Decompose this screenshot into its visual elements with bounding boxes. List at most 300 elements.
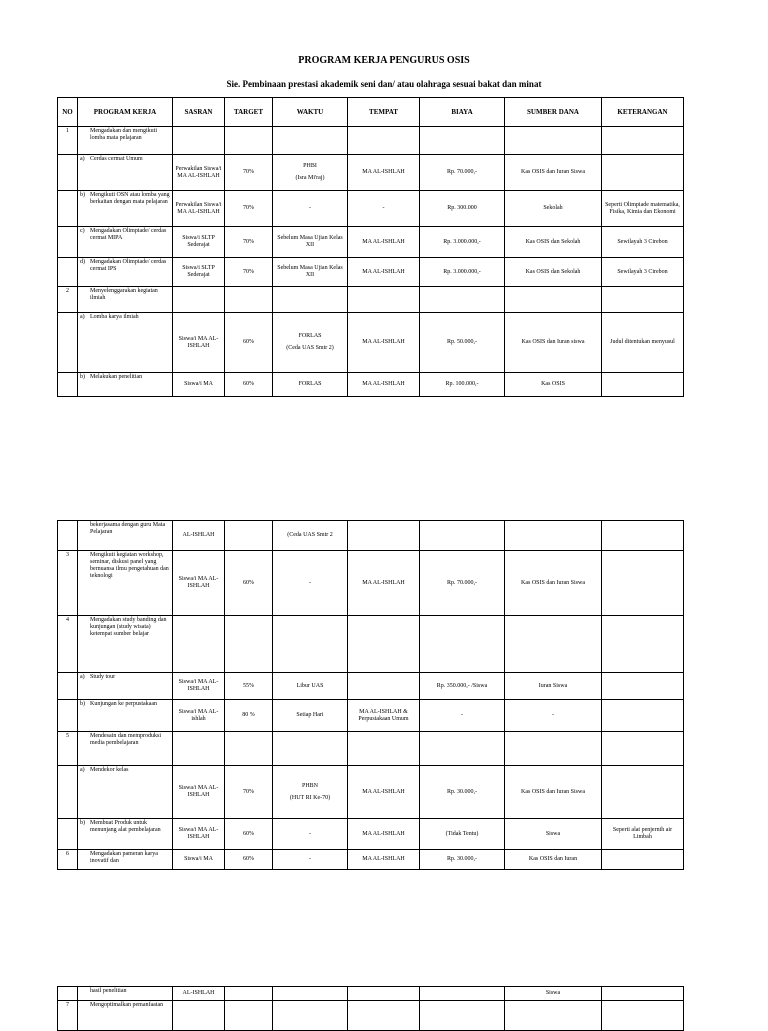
cost-cell: [420, 551, 505, 616]
notes-cell: [602, 258, 684, 287]
program-cell: [78, 551, 173, 616]
fund-source-cell: [505, 1001, 602, 1031]
item-marker: b): [80, 374, 85, 380]
cell-line: MA AL-ISHLAH: [362, 788, 405, 795]
program-entry: [80, 259, 170, 273]
program-entry: [80, 767, 170, 774]
program-entry: [80, 820, 170, 834]
program-text: Study tour: [90, 674, 116, 680]
cell-line: MA AL-ISHLAH: [362, 579, 405, 586]
cell-line: MA AL-ISHLAH & Perpustakaan Umum: [358, 708, 409, 722]
table-row: [58, 258, 684, 287]
cell-line: MA AL-ISHLAH: [362, 169, 405, 175]
row-number: [58, 258, 78, 287]
cell-line: FORLAS: [298, 333, 322, 339]
column-header: NO: [58, 98, 78, 127]
cell-line: Perwakilan Siswa/i MA AL-ISHLAH: [175, 165, 222, 179]
program-text: Menyelenggarakan kegiatan ilmiah: [90, 288, 158, 301]
target-group-cell: [173, 191, 225, 227]
table-row: [58, 551, 684, 616]
program-text: Mendekor kelas: [90, 767, 129, 773]
schedule-cell: [273, 616, 348, 673]
cell-line: 60%: [243, 856, 254, 862]
schedule-cell: [273, 258, 348, 287]
cell-line: AL-ISHLAH: [182, 990, 215, 996]
program-text: hasil penelitian: [90, 988, 127, 994]
program-entry: [80, 851, 170, 865]
program-entry: [80, 156, 170, 163]
schedule-cell: [273, 732, 348, 766]
schedule-cell: [273, 373, 348, 397]
notes-cell: [602, 551, 684, 616]
cell-line: 60%: [243, 339, 254, 345]
column-header: BIAYA: [420, 98, 505, 127]
schedule-cell: [273, 551, 348, 616]
target-group-cell: [173, 313, 225, 373]
row-number: [58, 313, 78, 373]
target-group-cell: [173, 373, 225, 397]
location-cell: [348, 127, 420, 155]
row-number: [58, 373, 78, 397]
cell-line: Kas OSIS dan Iuran Siswa: [521, 788, 585, 795]
fund-source-cell: [505, 521, 602, 551]
cell-line: 70%: [243, 205, 254, 211]
row-number: 5: [58, 732, 78, 766]
cost-cell: [420, 191, 505, 227]
cell-line: Siswa/i MA AL-ISHLAH: [178, 576, 219, 589]
schedule-cell: [273, 819, 348, 850]
target-percent-cell: [225, 673, 273, 700]
schedule-cell: [273, 521, 348, 551]
program-cell: [78, 191, 173, 227]
table-row: [58, 850, 684, 870]
program-cell: [78, 1001, 173, 1031]
cell-line: Siswa/i MA AL-ISHLAH: [178, 679, 219, 692]
program-cell: [78, 227, 173, 258]
fund-source-cell: [505, 987, 602, 1001]
item-marker: c): [80, 228, 85, 234]
table-row: [58, 1001, 684, 1031]
fund-source-cell: [505, 673, 602, 700]
program-cell: [78, 616, 173, 673]
row-number: [58, 227, 78, 258]
cost-cell: [420, 673, 505, 700]
target-group-cell: [173, 521, 225, 551]
cell-line: Libur UAS: [296, 682, 324, 689]
cost-cell: [420, 819, 505, 850]
schedule-cell: [273, 287, 348, 313]
cell-line: 60%: [243, 381, 254, 387]
schedule-cell: [273, 850, 348, 870]
cost-cell: [420, 987, 505, 1001]
cell-line: Perwakilan Siswa/i MA AL-ISHLAH: [175, 201, 222, 215]
program-entry: [80, 674, 170, 681]
item-marker: [80, 851, 90, 865]
cell-line: Rp. 100.000,-: [445, 381, 479, 387]
location-cell: [348, 313, 420, 373]
row-number: [58, 819, 78, 850]
table-row: [58, 227, 684, 258]
item-marker: a): [80, 156, 85, 162]
target-group-cell: [173, 287, 225, 313]
fund-source-cell: [505, 616, 602, 673]
target-percent-cell: [225, 521, 273, 551]
cost-cell: [420, 616, 505, 673]
table-row: [58, 287, 684, 313]
program-cell: [78, 673, 173, 700]
schedule-cell: [273, 766, 348, 819]
notes-cell: [602, 155, 684, 191]
target-percent-cell: [225, 227, 273, 258]
target-percent-cell: [225, 373, 273, 397]
location-cell: [348, 766, 420, 819]
program-entry: [80, 374, 170, 381]
cell-line: -: [382, 205, 385, 211]
target-group-cell: [173, 1001, 225, 1031]
program-text: Mengikuti kegiatan workshop, seminar, diskusi panel yang bernuansa ilmu pengetahuan dan teknologi: [90, 552, 169, 579]
table-row: [58, 987, 684, 1001]
target-group-cell: [173, 766, 225, 819]
cell-line: Rp. 70.000,-: [447, 579, 477, 586]
target-group-cell: [173, 819, 225, 850]
location-cell: [348, 258, 420, 287]
target-percent-cell: [225, 987, 273, 1001]
program-entry: [80, 1002, 170, 1009]
cell-line: PHBI: [303, 163, 317, 169]
fund-source-cell: [505, 287, 602, 313]
location-cell: [348, 191, 420, 227]
program-entry: [80, 988, 170, 995]
target-group-cell: [173, 551, 225, 616]
fund-source-cell: [505, 551, 602, 616]
program-cell: [78, 732, 173, 766]
table-row: [58, 521, 684, 551]
item-marker: [80, 288, 90, 302]
row-number: 4: [58, 616, 78, 673]
cost-cell: [420, 700, 505, 732]
cell-line: Kas OSIS: [541, 381, 565, 387]
cost-cell: [420, 373, 505, 397]
table-header-row: [58, 98, 684, 127]
table-row: [58, 732, 684, 766]
program-cell: [78, 313, 173, 373]
cost-cell: [420, 521, 505, 551]
target-group-cell: [173, 850, 225, 870]
document-subtitle: Sie. Pembinaan prestasi akademik seni dan/ atau olahraga sesuai bakat dan minat: [226, 79, 542, 89]
cell-line: Seperti Olimpiade matematika, Fisika, Kimia dan Ekonomi: [605, 201, 680, 215]
notes-cell: [602, 127, 684, 155]
program-cell: [78, 987, 173, 1001]
cell-line: FORLAS: [298, 381, 322, 387]
target-percent-cell: [225, 732, 273, 766]
target-group-cell: [173, 227, 225, 258]
target-percent-cell: [225, 700, 273, 732]
row-number: 1: [58, 127, 78, 155]
cell-line: Rp. 300.000: [447, 205, 477, 211]
column-header: PROGRAM KERJA: [78, 98, 173, 127]
fund-source-cell: [505, 373, 602, 397]
program-cell: [78, 127, 173, 155]
location-cell: [348, 287, 420, 313]
column-header: SUMBER DANA: [505, 98, 602, 127]
location-cell: [348, 155, 420, 191]
item-marker: b): [80, 820, 85, 826]
table-row: [58, 819, 684, 850]
program-table-part-1: [57, 97, 684, 397]
cell-line: (Isra Mi'raj): [295, 175, 325, 181]
target-percent-cell: [225, 313, 273, 373]
target-percent-cell: [225, 819, 273, 850]
cost-cell: [420, 766, 505, 819]
location-cell: [348, 673, 420, 700]
program-text: Lomba karya ilmiah: [90, 314, 139, 320]
notes-cell: [602, 766, 684, 819]
notes-cell: [602, 521, 684, 551]
cell-line: Rp. 350.000,- /Siswa: [436, 682, 488, 689]
cell-line: Kas OSIS dan Iuran siswa: [521, 339, 585, 345]
target-percent-cell: [225, 258, 273, 287]
program-cell: [78, 766, 173, 819]
cost-cell: [420, 1001, 505, 1031]
program-text: Membuat Produk untuk menunjang alat pembelajaran: [90, 820, 161, 833]
program-text: Kunjungan ke perpustakaan: [90, 701, 157, 707]
cell-line: 60%: [243, 830, 254, 837]
cell-line: -: [309, 856, 311, 862]
cell-line: Sewilayah 3 Cirebon: [617, 268, 668, 275]
cell-line: Kas OSIS dan Iuran Siswa: [521, 169, 585, 175]
cost-cell: [420, 287, 505, 313]
notes-cell: [602, 732, 684, 766]
cell-line: -: [309, 830, 311, 837]
notes-cell: [602, 616, 684, 673]
cell-line: Sebelum Masa Ujian Kelas XII: [277, 265, 343, 278]
program-text: Mengadakan pameran karya inovatif dan: [90, 851, 158, 864]
table-row: [58, 313, 684, 373]
cell-line: Rp. 70.000,-: [447, 169, 477, 175]
target-percent-cell: [225, 766, 273, 819]
cost-cell: [420, 732, 505, 766]
program-text: Mendesain dan memproduksi media pembelajaran: [90, 733, 161, 746]
cell-line: Kas OSIS dan Sekolah: [525, 268, 581, 275]
schedule-cell: [273, 673, 348, 700]
item-marker: [80, 617, 90, 638]
cell-line: Siswa/i MA AL-ISHLAH: [178, 827, 219, 840]
target-percent-cell: [225, 616, 273, 673]
column-header: TEMPAT: [348, 98, 420, 127]
row-number: [58, 191, 78, 227]
program-entry: [80, 288, 170, 302]
fund-source-cell: [505, 766, 602, 819]
fund-source-cell: [505, 227, 602, 258]
cell-line: Siswa/i MA: [184, 856, 213, 862]
cell-line: 55%: [243, 682, 254, 689]
cell-line: 70%: [243, 169, 254, 175]
row-number: [58, 521, 78, 551]
table-row: [58, 616, 684, 673]
cell-line: 80 %: [242, 712, 255, 718]
fund-source-cell: [505, 155, 602, 191]
program-cell: [78, 521, 173, 551]
cost-cell: [420, 227, 505, 258]
item-marker: [80, 1002, 90, 1009]
location-cell: [348, 616, 420, 673]
program-cell: [78, 287, 173, 313]
fund-source-cell: [505, 850, 602, 870]
program-entry: [80, 522, 170, 536]
program-entry: [80, 192, 170, 206]
item-marker: [80, 522, 90, 536]
item-marker: a): [80, 674, 85, 680]
program-table-part-3: [57, 986, 684, 1031]
item-marker: b): [80, 192, 85, 198]
program-entry: [80, 733, 170, 747]
notes-cell: [602, 1001, 684, 1031]
cell-line: Kas OSIS dan Sekolah: [525, 238, 581, 245]
fund-source-cell: [505, 258, 602, 287]
location-cell: [348, 227, 420, 258]
schedule-cell: [273, 155, 348, 191]
fund-source-cell: [505, 313, 602, 373]
target-percent-cell: [225, 191, 273, 227]
location-cell: [348, 850, 420, 870]
schedule-cell: [273, 127, 348, 155]
notes-cell: [602, 987, 684, 1001]
target-group-cell: [173, 127, 225, 155]
schedule-cell: [273, 700, 348, 732]
cell-line: (Ceda UAS Smtr 2: [287, 532, 333, 538]
schedule-cell: [273, 313, 348, 373]
schedule-cell: [273, 987, 348, 1001]
row-number: [58, 155, 78, 191]
program-text: Mengoptimalkan pemanfaatan: [90, 1002, 164, 1008]
table-row: [58, 155, 684, 191]
location-cell: [348, 551, 420, 616]
program-text: bekerjasama dengan guru Mata Pelajaran: [90, 522, 166, 535]
target-group-cell: [173, 258, 225, 287]
cell-line: Siswa/i MA: [184, 381, 213, 387]
fund-source-cell: [505, 819, 602, 850]
item-marker: [80, 552, 90, 580]
cost-cell: [420, 850, 505, 870]
row-number: [58, 673, 78, 700]
target-percent-cell: [225, 850, 273, 870]
fund-source-cell: [505, 127, 602, 155]
column-header: SASRAN: [173, 98, 225, 127]
cell-line: -: [461, 712, 463, 718]
location-cell: [348, 732, 420, 766]
target-percent-cell: [225, 287, 273, 313]
cell-line: Rp. 30.000,-: [447, 856, 477, 862]
location-cell: [348, 700, 420, 732]
cell-line: MA AL-ISHLAH: [362, 381, 405, 387]
target-group-cell: [173, 732, 225, 766]
location-cell: [348, 819, 420, 850]
cell-line: 70%: [243, 238, 254, 245]
cell-line: Siswa/i SLTP Sederajat: [182, 235, 215, 248]
target-percent-cell: [225, 127, 273, 155]
program-text: Mengadakan Olimpiade/ cerdas cermat IPS: [90, 259, 167, 272]
cost-cell: [420, 313, 505, 373]
cell-line: MA AL-ISHLAH: [362, 238, 405, 245]
program-text: Melakukan penelitian: [90, 374, 143, 380]
fund-source-cell: [505, 700, 602, 732]
program-table-part-2: [57, 520, 684, 870]
cell-line: -: [552, 712, 554, 718]
item-marker: a): [80, 314, 85, 320]
program-entry: [80, 552, 170, 580]
row-number: 7: [58, 1001, 78, 1031]
table-row: [58, 766, 684, 819]
program-text: Mengadakan dan mengikuti lomba mata pelajaran: [90, 128, 157, 141]
document-title: PROGRAM KERJA PENGURUS OSIS: [298, 55, 470, 66]
fund-source-cell: [505, 191, 602, 227]
target-group-cell: [173, 673, 225, 700]
item-marker: a): [80, 767, 85, 773]
cell-line: 60%: [243, 579, 254, 586]
notes-cell: [602, 191, 684, 227]
program-text: Mengikuti OSN atau lomba yang berkaitan dengan mata pelajaran: [90, 192, 170, 205]
location-cell: [348, 1001, 420, 1031]
target-group-cell: [173, 616, 225, 673]
target-group-cell: [173, 155, 225, 191]
location-cell: [348, 373, 420, 397]
program-entry: [80, 128, 170, 142]
cell-line: Kas OSIS dan Iuran: [528, 856, 578, 862]
cost-cell: [420, 258, 505, 287]
cell-line: Siswa: [545, 830, 561, 837]
cell-line: Kas OSIS dan Iuran Siswa: [521, 579, 585, 586]
program-entry: [80, 617, 170, 638]
table-row: [58, 373, 684, 397]
schedule-cell: [273, 1001, 348, 1031]
item-marker: [80, 733, 90, 747]
program-text: Mengadakan Olimpiade/ cerdas cermat MIPA: [90, 228, 167, 241]
notes-cell: [602, 673, 684, 700]
item-marker: d): [80, 259, 85, 265]
cell-line: Rp. 3.000.000,-: [443, 268, 481, 275]
cell-line: AL-ISHLAH: [182, 532, 215, 538]
cell-line: (Tidak Tentu): [445, 830, 479, 837]
cell-line: (HUT RI Ke-70): [289, 794, 331, 801]
notes-cell: [602, 819, 684, 850]
cell-line: -: [309, 205, 311, 211]
program-cell: [78, 850, 173, 870]
cell-line: Iuran Siswa: [538, 682, 568, 689]
target-group-cell: [173, 987, 225, 1001]
table-row: [58, 700, 684, 732]
target-percent-cell: [225, 551, 273, 616]
cost-cell: [420, 155, 505, 191]
location-cell: [348, 521, 420, 551]
program-entry: [80, 228, 170, 242]
program-text: Mengadakan study banding dan kunjungan (study wisata) ketempat sumber belajar: [90, 617, 167, 637]
cell-line: MA AL-ISHLAH: [362, 830, 405, 837]
cell-line: Siswa/i MA AL-ISHLAH: [178, 785, 219, 798]
notes-cell: [602, 700, 684, 732]
cell-line: Siswa: [545, 990, 561, 996]
target-percent-cell: [225, 155, 273, 191]
location-cell: [348, 987, 420, 1001]
row-number: [58, 700, 78, 732]
item-marker: [80, 128, 90, 142]
program-cell: [78, 258, 173, 287]
fund-source-cell: [505, 732, 602, 766]
cell-line: PHBN: [301, 782, 318, 789]
item-marker: b): [80, 701, 85, 707]
program-text: Cerdas cermat Umum: [90, 156, 143, 162]
program-cell: [78, 155, 173, 191]
program-cell: [78, 819, 173, 850]
